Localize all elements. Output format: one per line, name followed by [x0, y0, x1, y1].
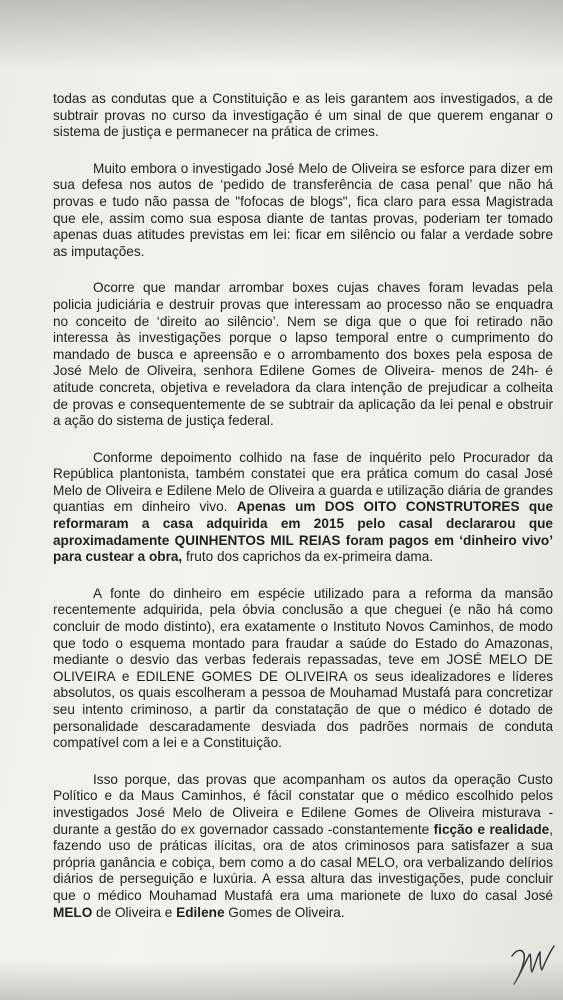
text-run: Isso porque, das provas que acompanham os autos da operação Custo Político e da Maus Caminhos, é fácil constatar que o médico escolhido pelos investigados José Melo de Oliveira e Edilene Gomes de Oliveira misturava - durante a gestão do ex governador cassado -constantemente: [53, 771, 553, 837]
bold-text-run: MELO: [53, 904, 93, 920]
text-run: Conforme depoimento colhido na fase de inquérito pelo Procurador da República plantonista, também constatei que era prática comum do casal José Melo de Oliveira e Edilene Melo de Oliveira a guarda e utilização diária de grandes quantias em dinheiro vivo.: [53, 449, 553, 515]
text-run: fruto dos caprichos da ex-primeira dama.: [182, 549, 434, 565]
text-run: Muito embora o investigado José Melo de Oliveira se esforce para dizer em sua defesa nos autos de ‘pedido de transferência de casa penal’ que não há provas e tudo não passa de "fofocas de blogs", fica claro para essa Magistrada que ele, assim como sua esposa diante de tantas provas, poderiam ter tomado apenas duas atitudes previstas em lei: ficar em silêncio ou falar a verdade sobre as imputações.: [53, 160, 553, 259]
text-run: Gomes de Oliveira.: [224, 904, 345, 920]
page-bottom-shadow: [0, 960, 563, 1000]
text-run: Ocorre que mandar arrombar boxes cujas chaves foram levadas pela policia judiciária e destruir provas que interessam ao processo não se enquadra no conceito de ‘direito ao silêncio’. Nem se diga que o que foi retirado não interessa às investigações porque o lapso temporal entre o cumprimento do mandado de busca e apreensão e o arrombamento dos boxes pela esposa de José Melo de Oliveira, senhora Edilene Gomes de Oliveira- menos de 24h- é atitude concreta, objetiva e reveladora da clara intenção de prejudicar a colheita de provas e consequentemente de se subtrair da aplicação da lei penal e obstruir a ação do sistema de justiça federal.: [53, 280, 553, 429]
paragraph-2: [53, 161, 553, 261]
paragraph-1: [53, 91, 553, 141]
text-run: de Oliveira e: [92, 904, 177, 920]
paragraph-4: [53, 450, 553, 566]
page-top-shadow: [0, 0, 563, 70]
paragraph-6: [53, 772, 553, 921]
bold-text-run: ficção e realidade: [433, 821, 550, 837]
text-run: todas as condutas que a Constituição e as leis garantem aos investigados, a de subtrair provas no curso da investigação é um sinal de que querem enganar o sistema de justiça e permanecer na prática de crimes.: [53, 91, 553, 140]
text-run: A fonte do dinheiro em espécie utilizado para a reforma da mansão recentemente adquirida, pela óbvia conclusão a que cheguei (e não há como concluir de modo distinto), era exatamente o Instituto Novos Caminhos, de modo que todo o esquema montado para fraudar a saúde do Estado do Amazonas, mediante o desvio das verbas federais repassadas, teve em JOSÉ MELO DE OLIVEIRA e EDILENE GOMES DE OLIVEIRA os seus idealizadores e líderes absolutos, os quais escolheram a pessoa de Mouhamad Mustafá para concretizar seu intento criminoso, a partir da constatação de que o médico é dotado de personalidade descaradamente desviada dos padrões normais de conduta compatível com a lei e a Constituição.: [53, 585, 553, 751]
document-body: [53, 91, 553, 941]
text-run: , fazendo uso de práticas ilícitas, ora de atos criminosos para satisfazer a sua própria ganância e cobiça, bem como a do casal MELO, ora verbalizando delírios diários de perseguição e luxúria. A essa altura das investigações, pude concluir que o médico Mouhamad Mustafá era uma marionete de luxo do casal José: [53, 821, 553, 903]
bold-text-run: Apenas um DOS OITO CONSTRUTORES que reformaram a casa adquirida em 2015 pelo casal declararou que aproximadamente QUINHENTOS MIL REIAS foram pagos em ‘dinheiro vivo’ para custear a obra,: [53, 499, 553, 565]
paragraph-3: [53, 280, 553, 429]
bold-text-run: Edilene: [176, 904, 225, 920]
paragraph-5: [53, 586, 553, 752]
